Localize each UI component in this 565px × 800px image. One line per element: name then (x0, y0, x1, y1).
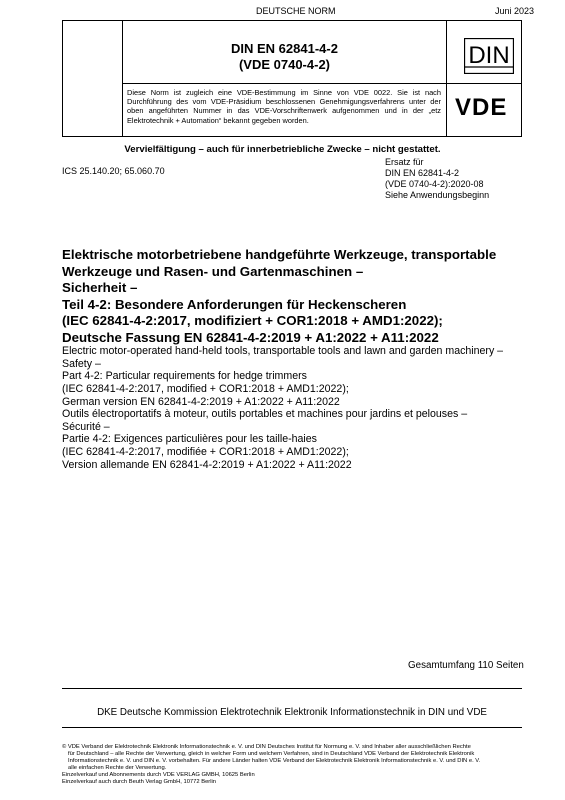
title-french-line: Version allemande EN 62841-4-2:2019 + A1:2022 + A11:2022 (62, 458, 352, 471)
title-box-left-border (62, 20, 63, 137)
title-german-line: Sicherheit – (62, 280, 138, 295)
publication-date: Juni 2023 (495, 6, 535, 16)
title-german-line: Werkzeuge und Rasen- und Gartenmaschinen – (62, 263, 364, 279)
title-german (62, 247, 532, 346)
copyright-line: © VDE Verband der Elektrotechnik Elektronik Informationstechnik e. V. und DIN Deutsches Institut für Normung e. V. sind Inhaber aller ausschließlichen Rechte (62, 744, 471, 750)
dke-top-rule (62, 688, 522, 689)
ics-classification: ICS 25.140.20; 65.060.70 (62, 166, 165, 176)
title-english-line: Safety – (62, 357, 101, 370)
copyright-line: für Deutschland – alle Rechte der Verwertung, gleich in welcher Form und welchem Verfahren, sind in Deutschland VDE Verband der Elektrotechnik Elektronik (68, 751, 475, 757)
reproduction-notice: Vervielfältigung – auch für innerbetriebliche Zwecke – nicht gestattet. (124, 144, 441, 155)
title-german-line: Deutsche Fassung EN 62841-4-2:2019 + A1:2022 + A11:2022 (62, 329, 439, 345)
vde-regulation-note: Diese Norm ist zugleich eine VDE-Bestimmung im Sinne von VDE 0022. Sie ist nach Durchführung des vom VDE-Präsidium beschlossenen Genehmigungsverfahrens unter der oben angeführten Nummer in das VDE-Vorschriftenwerk aufgenommen und in der „etz Elektrotechnik + Automation“ bekannt gegeben worden. (127, 88, 441, 125)
title-english-line: (IEC 62841-4-2:2017, modified + COR1:2018 + AMD1:2022); (62, 383, 349, 396)
doc-type-label: DEUTSCHE NORM (256, 6, 336, 16)
sales-line-beuth: Einzelverkauf auch durch Beuth Verlag GmbH, 10772 Berlin (62, 779, 217, 785)
title-english-line: Part 4-2: Particular requirements for hedge trimmers (62, 370, 307, 383)
title-box-top-border (62, 20, 522, 21)
title-box-right-border (521, 20, 522, 137)
title-english-line: Electric motor-operated hand-held tools, transportable tools and lawn and garden machinery – (62, 345, 504, 357)
title-french-line: (IEC 62841-4-2:2017, modifiée + COR1:2018 + AMD1:2022); (62, 446, 349, 459)
title-english (62, 345, 542, 409)
title-box-bottom-border (62, 136, 522, 137)
title-french (62, 408, 542, 472)
vde-logo: VDE (455, 94, 508, 121)
copyright-line: alle einfachen Rechte der Verwertung. (68, 765, 167, 771)
dke-bottom-rule (62, 727, 522, 728)
din-logo (464, 38, 514, 74)
dke-committee-line: DKE Deutsche Kommission Elektrotechnik Elektronik Informationstechnik in DIN und VDE (97, 707, 487, 718)
copyright-notice (62, 744, 532, 786)
title-box-inner-divider-left (122, 20, 123, 137)
title-german-line: Elektrische motorbetriebene handgeführte Werkzeuge, transportable (62, 247, 497, 262)
replacement-block (385, 157, 489, 201)
vde-classification-number: (VDE 0740-4-2) (238, 57, 331, 72)
copyright-line: Informationstechnik e. V. und DIN e. V. vorbehalten. Für andere Länder halten VDE Verband der Elektrotechnik Elektronik Informationstechnik e. V. und DIN e. V. (68, 758, 481, 764)
title-box-inner-divider-right (446, 20, 447, 137)
standard-number: DIN EN 62841-4-2 (231, 41, 338, 56)
title-box-middle-rule (122, 83, 522, 84)
din-logo-text: DIN (468, 42, 510, 69)
replacement-line-3: (VDE 0740-4-2):2020-08 (385, 179, 484, 189)
title-german-line: Teil 4-2: Besondere Anforderungen für Heckenscheren (62, 296, 407, 312)
replacement-line-4: Siehe Anwendungsbeginn (385, 190, 490, 200)
sales-line-vde: Einzelverkauf und Abonnements durch VDE VERLAG GMBH, 10625 Berlin (62, 772, 255, 778)
title-english-line: German version EN 62841-4-2:2019 + A1:2022 + A11:2022 (62, 395, 340, 408)
replacement-line-2: DIN EN 62841-4-2 (385, 168, 460, 178)
title-french-line: Outils électroportatifs à moteur, outils portables et machines pour jardins et pelouses – (62, 408, 468, 420)
title-french-line: Partie 4-2: Exigences particulières pour les taille-haies (62, 433, 317, 446)
replacement-line-1: Ersatz für (385, 157, 424, 167)
title-french-line: Sécurité – (62, 420, 110, 433)
title-german-line: (IEC 62841-4-2:2017, modifiziert + COR1:2018 + AMD1:2022); (62, 313, 443, 328)
total-page-count: Gesamtumfang 110 Seiten (408, 660, 524, 671)
